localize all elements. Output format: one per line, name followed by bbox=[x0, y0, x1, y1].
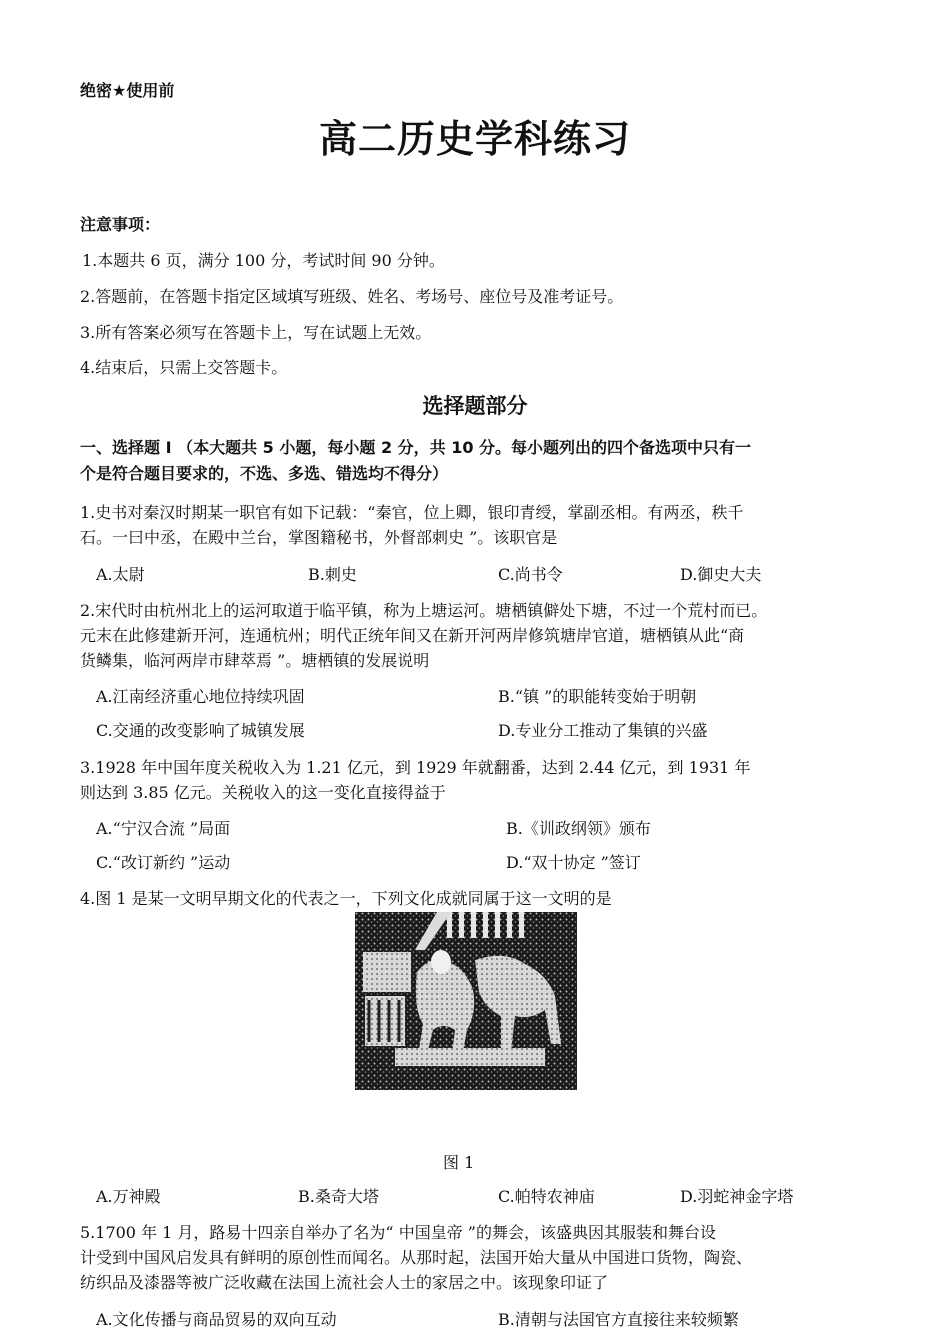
q5-option-b: B.清朝与法国官方直接往来较频繁 bbox=[498, 1310, 739, 1329]
q2-option-d: D.专业分工推动了集镇的兴盛 bbox=[498, 721, 708, 740]
q3-option-d: D.“双十协定 ”签订 bbox=[506, 853, 641, 872]
q4-option-b: B.桑奇大塔 bbox=[298, 1187, 379, 1206]
q3-stem-line-2: 则达到 3.85 亿元。关税收入的这一变化直接得益于 bbox=[80, 783, 446, 802]
q5-stem-line-1: 5.1700 年 1 月，路易十四亲自举办了名为“ 中国皇帝 ”的舞会，该盛典因其服装和舞台设 bbox=[80, 1223, 716, 1242]
figure-1-relief-image bbox=[355, 912, 577, 1090]
q1-option-b: B.刺史 bbox=[308, 565, 357, 584]
q2-option-a: A.江南经济重心地位持续巩固 bbox=[96, 687, 305, 706]
q4-option-a: A.万神殿 bbox=[96, 1187, 161, 1206]
q5-stem-line-3: 纺织品及漆器等被广泛收藏在法国上流社会人士的家居之中。该现象印证了 bbox=[80, 1273, 609, 1292]
q3-option-b: B.《训政纲领》颁布 bbox=[506, 819, 651, 838]
q2-stem-line-2: 元末在此修建新开河，连通杭州；明代正统年间又在新开河两岸修筑塘岸官道，塘栖镇从此“商 bbox=[80, 626, 745, 645]
q3-stem-line-1: 3.1928 年中国年度关税收入为 1.21 亿元，到 1929 年就翻番，达到 2.44 亿元，到 1931 年 bbox=[80, 758, 751, 777]
notice-heading: 注意事项： bbox=[80, 215, 161, 234]
q4-option-c: C.帕特农神庙 bbox=[498, 1187, 595, 1206]
q2-stem-line-3: 货鳞集，临河两岸市肆萃焉 ”。塘栖镇的发展说明 bbox=[80, 651, 430, 670]
notice-item: 3.所有答案必须写在答题卡上，写在试题上无效。 bbox=[80, 323, 432, 342]
q2-stem-line-1: 2.宋代时由杭州北上的运河取道于临平镇，称为上塘运河。塘栖镇僻处下塘，不过一个荒村而已。 bbox=[80, 601, 768, 620]
q4-stem-line-1: 4.图 1 是某一文明早期文化的代表之一，下列文化成就同属于这一文明的是 bbox=[80, 889, 612, 908]
confidential-label: 绝密★使用前 bbox=[80, 81, 175, 100]
q1-option-c: C.尚书令 bbox=[498, 565, 563, 584]
q2-option-b: B.“镇 ”的职能转变始于明朝 bbox=[498, 687, 697, 706]
q1-stem-line-1: 1.史书对秦汉时期某一职官有如下记载：“秦官，位上卿，银印青绶，掌副丞相。有两丞，秩千 bbox=[80, 503, 744, 522]
q1-stem-line-2: 石。一曰中丞，在殿中兰台，掌图籍秘书，外督部刺史 ”。该职官是 bbox=[80, 528, 558, 547]
q4-option-d: D.羽蛇神金字塔 bbox=[680, 1187, 794, 1206]
notice-item: 2.答题前，在答题卡指定区域填写班级、姓名、考场号、座位号及准考证号。 bbox=[80, 287, 624, 306]
section-title: 选择题部分 bbox=[422, 394, 528, 418]
page-title: 高二历史学科练习 bbox=[318, 117, 631, 161]
q3-option-c: C.“改订新约 ”运动 bbox=[96, 853, 231, 872]
part-instructions-line-2: 个是符合题目要求的，不选、多选、错选均不得分） bbox=[80, 464, 449, 483]
q5-stem-line-2: 计受到中国风启发具有鲜明的原创性而闻名。从那时起，法国开始大量从中国进口货物，陶瓷、 bbox=[80, 1248, 753, 1267]
part-instructions-line-1: 一、选择题 Ⅰ （本大题共 5 小题，每小题 2 分，共 10 分。每小题列出的四个备选项中只有一 bbox=[80, 438, 752, 457]
q3-option-a: A.“宁汉合流 ”局面 bbox=[96, 819, 231, 838]
figure-1-caption: 图 1 bbox=[443, 1153, 475, 1172]
notice-item: 4.结束后，只需上交答题卡。 bbox=[80, 358, 288, 377]
q2-option-c: C.交通的改变影响了城镇发展 bbox=[96, 721, 305, 740]
q1-option-d: D.御史大夫 bbox=[680, 565, 762, 584]
q1-option-a: A.太尉 bbox=[96, 565, 145, 584]
notice-item: 1.本题共 6 页，满分 100 分，考试时间 90 分钟。 bbox=[82, 251, 445, 270]
q5-option-a: A.文化传播与商品贸易的双向互动 bbox=[96, 1310, 337, 1329]
